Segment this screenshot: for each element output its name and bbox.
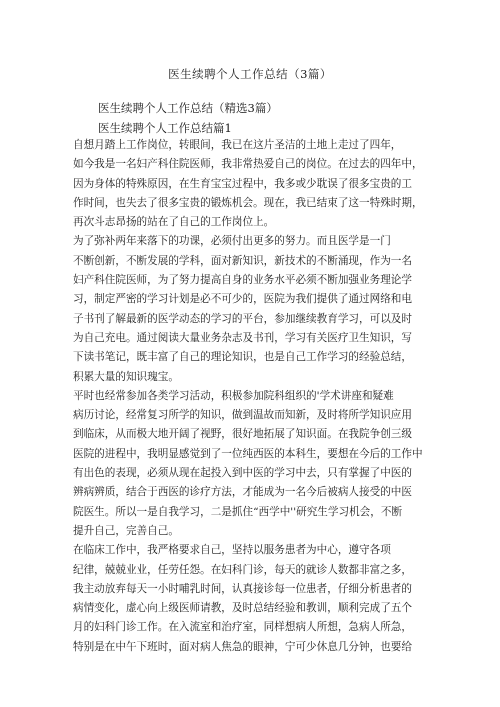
text-line: 纪律，兢兢业业，任劳任怨。在妇科门诊，每天的就诊人数都非富之多，: [73, 563, 412, 576]
text-line: 医院的进程中，我明显感觉到了一位纯西医的本科生，要想在今后的工作中: [73, 447, 423, 460]
text-line: 有出色的表现，必须从现在起投入到中医的学习中去，只有掌握了中医的: [73, 467, 412, 480]
text-line: 病历讨论，经常复习所学的知识，做到温故而知新，及时将所学知识应用: [73, 409, 412, 422]
text-line: 习，制定严密的学习计划是必不可少的，医院为我们提供了通过网络和电: [73, 293, 412, 306]
text-line: 自想月踏上工作岗位，转眼间，我已在这片圣洁的土地上走过了四年，: [73, 139, 402, 151]
section-heading: 医生续聘个人工作总结篇1: [98, 121, 232, 135]
text-line: 积累大量的知识瑰宝。: [73, 370, 179, 383]
text-line: 子书刊了解最新的医学动态的学习的平台，参加继续教育学习，可以及时: [73, 312, 412, 325]
text-line: 平时也经常参加各类学习活动，积极参加院科组织的'学术讲座和疑难: [73, 389, 394, 402]
text-line: 在临床工作中，我严格要求自己，坚持以服务患者为中心，遵守各项: [73, 544, 391, 557]
text-line: 到临床，从而极大地开阔了视野，很好地拓展了知识面。在我院争创三级: [73, 428, 412, 441]
text-line: 我主动放弃每天一小时哺乳时间，认真接诊每一位患者，仔细分析患者的: [73, 582, 412, 595]
text-line: 提升自己，完善自己。: [73, 524, 179, 537]
text-line: 因为身体的特殊原因，在生育宝宝过程中，我多或少耽误了很多宝贵的工: [73, 177, 412, 190]
text-line: 如今我是一名妇产科住院医师，我非常热爱自己的岗位。在过去的四年中，: [73, 158, 423, 171]
text-line: 院医生。所以一是自我学习，二是抓住“西学中''研究生学习机会，不断: [73, 505, 403, 518]
text-line: 为了弥补两年来落下的功课，必须付出更多的努力。而且医学是一门: [73, 235, 391, 248]
paragraph-4: [73, 541, 433, 657]
paragraph-3: [73, 387, 433, 541]
text-line: 月的妇科门诊工作。在入流室和治疗室，同样想病人所想，急病人所急，: [73, 621, 412, 634]
paragraph-1: [73, 136, 433, 232]
text-line: 下读书笔记，既丰富了自己的理论知识，也是自己工作学习的经验总结，: [73, 351, 412, 364]
text-line: 作时间，也失去了很多宝贵的锻炼机会。现在，我已结束了这一特殊时期，: [73, 196, 423, 209]
document-subtitle: 医生续聘个人工作总结（精选3篇）: [98, 101, 278, 115]
text-line: 病情变化，虚心向上级医师请教，及时总结经验和教训，顺利完成了五个: [73, 602, 412, 615]
text-line: 不断创新，不断发展的学科，面对新知识，新技术的不断涌现，作为一名: [73, 254, 412, 267]
document-title: 医生续聘个人工作总结（3篇）: [168, 67, 332, 81]
text-line: 辨病辨质，结合于西医的诊疗方法，才能成为一名今后被病人接受的中医: [73, 486, 412, 499]
text-line: 再次斗志昂扬的站在了自己的工作岗位上。: [73, 216, 275, 229]
text-line: 为自己充电。通过阅读大量业务杂志及书刊，学习有关医疗卫生知识，写: [73, 331, 412, 344]
text-line: 妇产科住院医师，为了努力提高自身的业务水平必须不断加强业务理论学: [73, 274, 412, 287]
paragraph-2: [73, 232, 433, 386]
body-text: [73, 136, 433, 657]
text-line: 特别是在中午下班时，面对病人焦急的眼神，宁可少休息几分钟，也要给: [73, 640, 412, 653]
